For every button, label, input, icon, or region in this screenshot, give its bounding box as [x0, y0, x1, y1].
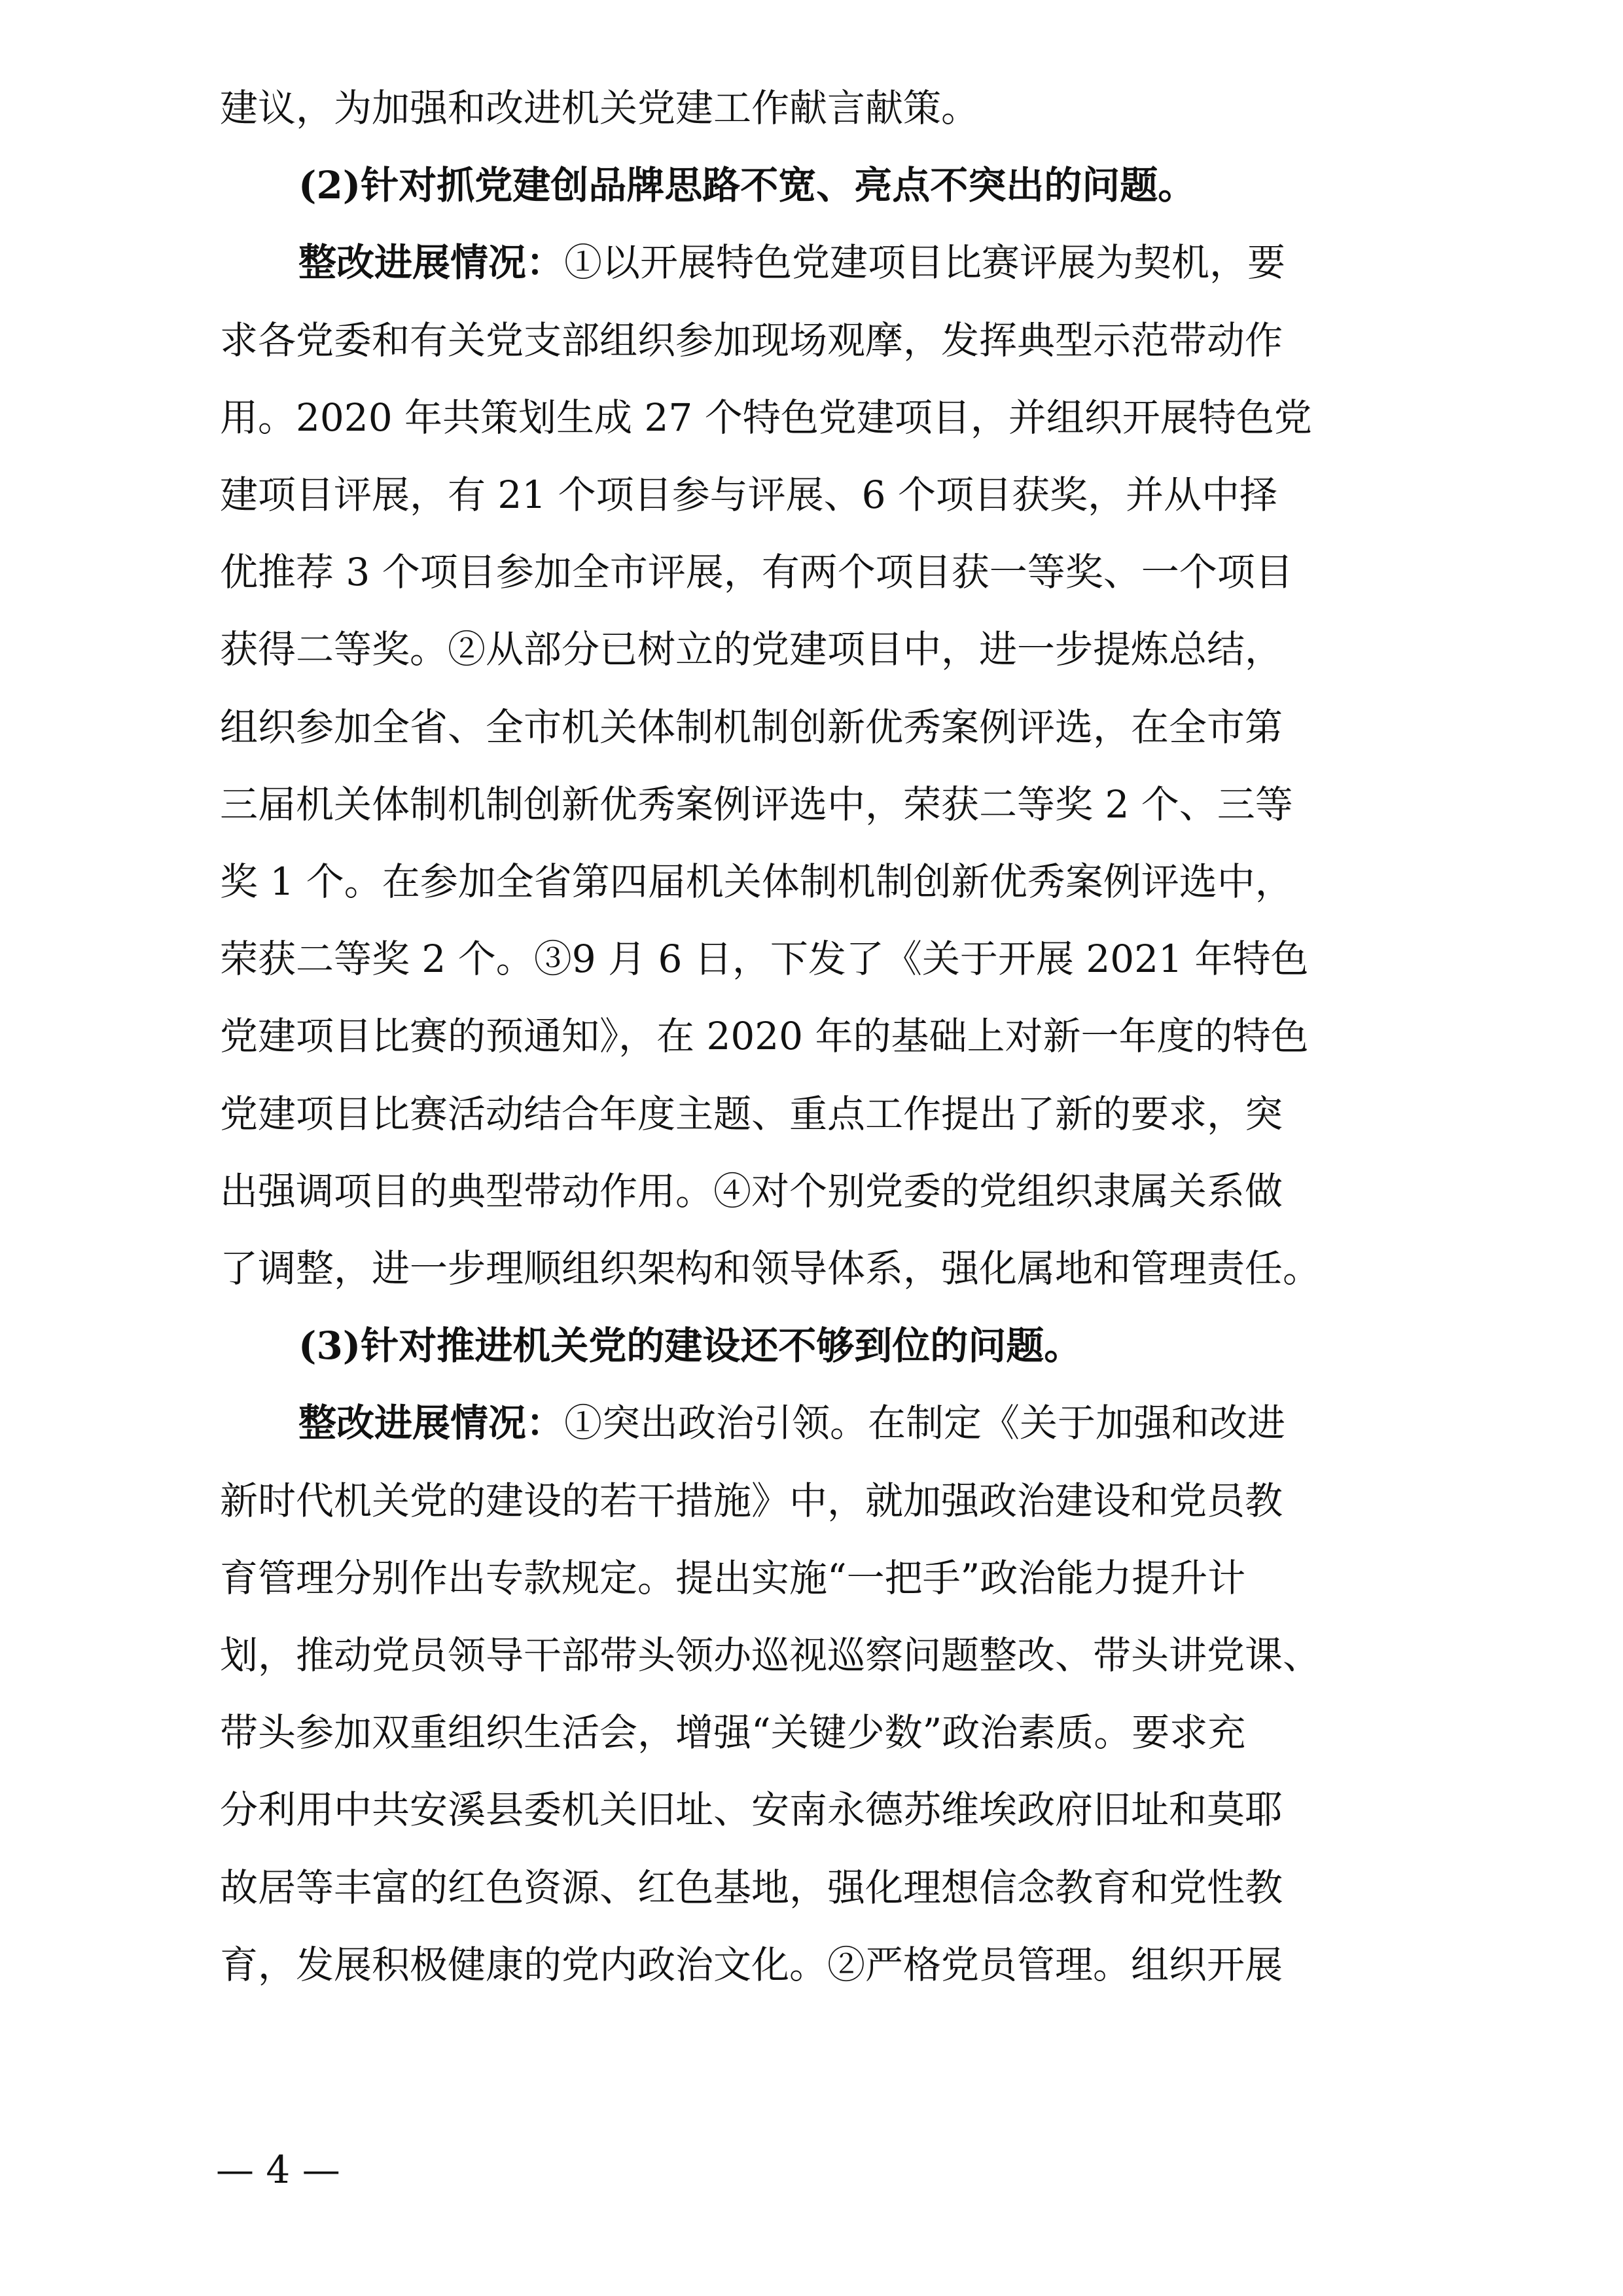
text-segment: 育，发展积极健康的党内政治文化。②严格党员管理。组织开展: [220, 1943, 1283, 1987]
text-line: [220, 1545, 1411, 1611]
paragraph-first-line: [298, 1313, 1411, 1378]
text-segment: 三届机关体制机制创新优秀案例评选中，荣获二等奖 2 个、三等: [220, 782, 1293, 827]
text-segment: 新时代机关党的建设的若干措施》中，就加强政治建设和党员教: [220, 1479, 1283, 1523]
text-segment: 党建项目比赛的预通知》，在 2020 年的基础上对新一年度的特色: [220, 1014, 1309, 1058]
text-segment: 优推荐 3 个项目参加全市评展，有两个项目获一等奖、一个项目: [220, 550, 1293, 594]
paragraph-first-line: [298, 1390, 1411, 1456]
text-segment: 荣获二等奖 2 个。③9 月 6 日，下发了《关于开展 2021 年特色: [220, 937, 1309, 981]
bold-text-segment: 整改进展情况：: [298, 240, 565, 285]
text-line: [220, 462, 1411, 528]
text-segment: ①以开展特色党建项目比赛评展为契机，要: [564, 240, 1286, 285]
text-segment: 带头参加双重组织生活会，增强“关键少数”政治素质。要求充: [220, 1710, 1246, 1755]
bold-text-segment: (3)针对推进机关党的建设还不够到位的问题。: [298, 1323, 1082, 1368]
text-segment: 分利用中共安溪县委机关旧址、安南永德苏维埃政府旧址和莫耶: [220, 1787, 1283, 1832]
paragraph-first-line: [298, 230, 1411, 295]
text-line: [220, 772, 1411, 837]
text-line: [220, 1003, 1411, 1069]
text-line: [220, 1236, 1411, 1301]
text-line: [220, 539, 1411, 605]
text-segment: 用。2020 年共策划生成 27 个特色党建项目，并组织开展特色党: [220, 395, 1312, 440]
text-segment: ①突出政治引领。在制定《关于加强和改进: [564, 1401, 1286, 1445]
text-segment: 建议，为加强和改进机关党建工作献言献策。: [220, 86, 980, 130]
text-line: [220, 617, 1411, 682]
bold-text-segment: 整改进展情况：: [298, 1401, 565, 1445]
text-line: [220, 849, 1411, 914]
text-line: [220, 1932, 1411, 1998]
text-line: [220, 1623, 1411, 1688]
paragraph-first-line: [298, 152, 1411, 218]
text-line: [220, 1855, 1411, 1920]
text-line: [220, 926, 1411, 992]
text-segment: 了调整，进一步理顺组织架构和领导体系，强化属地和管理责任。: [220, 1246, 1321, 1291]
text-line: [220, 308, 1411, 373]
text-segment: 党建项目比赛活动结合年度主题、重点工作提出了新的要求，突: [220, 1092, 1283, 1136]
text-segment: 组织参加全省、全市机关体制机制创新优秀案例评选，在全市第: [220, 705, 1283, 749]
text-segment: 获得二等奖。②从部分已树立的党建项目中，进一步提炼总结，: [220, 627, 1283, 672]
text-segment: 育管理分别作出专款规定。提出实施“一把手”政治能力提升计: [220, 1556, 1246, 1600]
text-line: [220, 694, 1411, 760]
text-line: [220, 1158, 1411, 1224]
text-line: [220, 1700, 1411, 1765]
text-line: [220, 1468, 1411, 1534]
text-segment: 求各党委和有关党支部组织参加现场观摩，发挥典型示范带动作: [220, 318, 1283, 363]
text-segment: 建项目评展，有 21 个项目参与评展、6 个项目获奖，并从中择: [220, 473, 1278, 517]
text-segment: 划，推动党员领导干部带头领办巡视巡察问题整改、带头讲党课、: [220, 1633, 1321, 1677]
text-line: [220, 75, 1411, 141]
text-line: [220, 1081, 1411, 1147]
text-line: [220, 1777, 1411, 1842]
text-segment: 出强调项目的典型带动作用。④对个别党委的党组织隶属关系做: [220, 1169, 1283, 1213]
bold-text-segment: (2)针对抓党建创品牌思路不宽、亮点不突出的问题。: [298, 163, 1196, 207]
text-line: [220, 385, 1411, 450]
text-segment: 故居等丰富的红色资源、红色基地，强化理想信念教育和党性教: [220, 1865, 1283, 1910]
text-segment: 奖 1 个。在参加全省第四届机关体制机制创新优秀案例评选中，: [220, 859, 1293, 904]
page-number: — 4 —: [216, 2147, 340, 2192]
